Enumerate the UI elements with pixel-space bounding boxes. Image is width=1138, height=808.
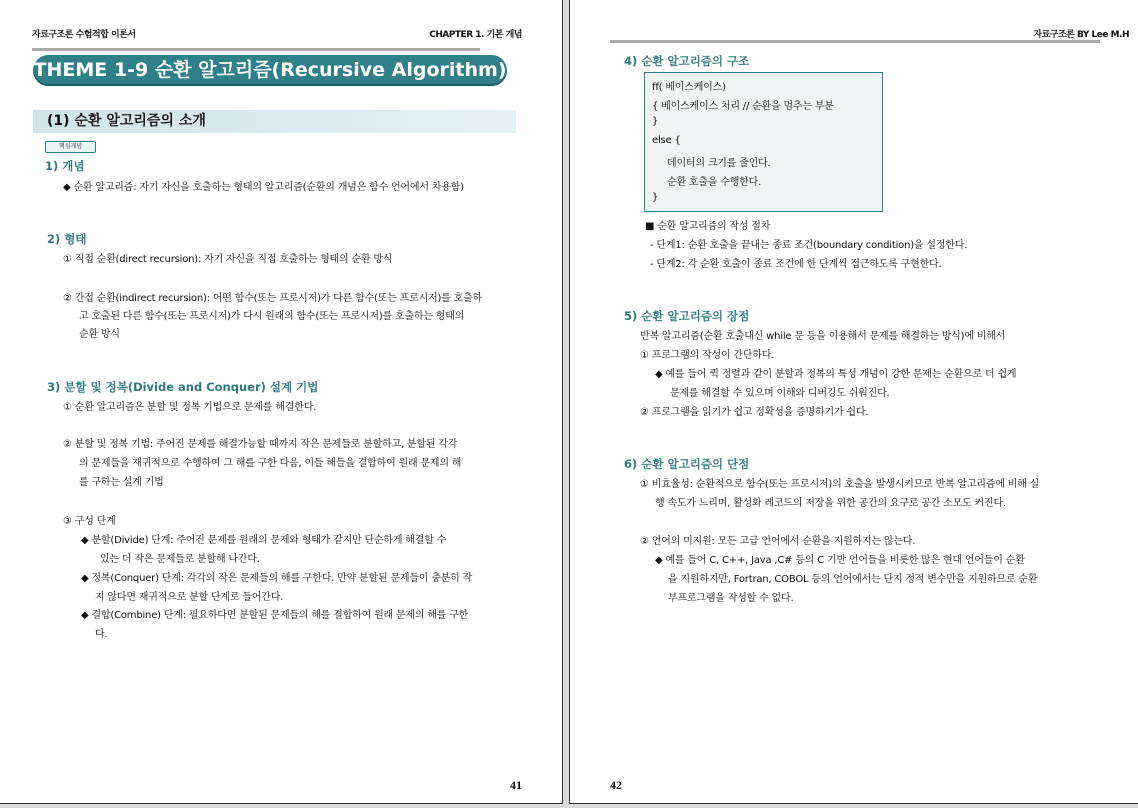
code-line: 데이터의 크기를 줄인다. (667, 158, 771, 169)
heading-concept: 1) 개념 (45, 159, 85, 173)
text-line: 을 지원하지만, Fortran, COBOL 등의 언어에서는 단지 정적 변수만을 지원하므로 순환 (668, 574, 1038, 585)
page-number: 41 (510, 778, 522, 792)
heading-structure: 4) 순환 알고리즘의 구조 (624, 54, 750, 68)
text-line: ◆ 예를 들어 C, C++, Java ,C# 등의 C 기반 언어들을 비롯한 많은 현대 언어들이 순환 (655, 555, 1025, 566)
text-line: ② 간접 순환(indirect recursion): 어떤 함수(또는 프로시저)가 다른 함수(또는 프로시저)를 호출하 (63, 293, 483, 304)
text-line: 행 속도가 느리며, 활성화 레코드의 저장을 위한 공간의 요구로 공간 소모도 커진다. (655, 498, 1006, 509)
theme-title: THEME 1-9 순환 알고리즘(Recursive Algorithm) (33, 55, 507, 86)
code-line: 순환 호출을 수행한다. (667, 177, 762, 188)
running-header-author: 자료구조론 BY Lee M.H (1033, 30, 1129, 40)
code-line: } (652, 116, 659, 127)
heading-forms: 2) 형태 (47, 232, 87, 246)
page-number: 42 (610, 778, 622, 792)
running-header-left: 자료구조론 수험적합 이론서 (32, 30, 136, 40)
text-line: 다. (95, 629, 108, 640)
text-line: ■ 순환 알고리즘의 작성 절차 (645, 221, 771, 232)
text-line: ◆ 결합(Combine) 단계: 필요하다면 분할된 문제들의 해를 결합하여 원래 문제의 해를 구한 (81, 610, 469, 621)
text-line: ① 프로그램의 작성이 간단하다. (640, 350, 775, 361)
page-41 (0, 0, 563, 804)
text-line: ① 순환 알고리즘은 분할 및 정복 기법으로 문제를 해결한다. (63, 402, 317, 413)
text-line: ◆ 예를 들어 퀵 정렬과 같이 분할과 정복의 특성 개념이 강한 문제는 순환으로 더 쉽게 (655, 369, 1017, 380)
text-line: ② 프로그램을 읽기가 쉽고 정확성을 증명하기가 쉽다. (640, 407, 869, 418)
text-line: ③ 구성 단계 (63, 516, 116, 527)
heading-divide-conquer: 3) 분할 및 정복(Divide and Conquer) 설계 기법 (47, 380, 319, 394)
text-line: 의 문제들을 재귀적으로 수행하여 그 해를 구한 다음, 이들 해들을 결합하여 원래 문제의 해 (79, 458, 462, 469)
text-line: 문제를 해결할 수 있으며 이해와 디버깅도 쉬워진다. (670, 388, 890, 399)
text-line: ◆ 분할(Divide) 단계: 주어진 문제를 원래의 문제와 형태가 같지만 단순하게 해결할 수 (81, 535, 447, 546)
text-line: 를 구하는 설계 기법 (79, 477, 164, 488)
heading-advantages: 5) 순환 알고리즘의 장점 (624, 309, 750, 323)
section-title: (1) 순환 알고리즘의 소개 (33, 110, 516, 133)
key-concept-tag: 핵심개념 (45, 141, 96, 153)
text-line: - 단계1: 순환 호출을 끝내는 종료 조건(boundary condition)을 설정한다. (650, 240, 968, 251)
text-line: ◆ 순환 알고리즘: 자기 자신을 호출하는 형태의 알고리즘(순환의 개념은 함수 언어에서 차용함) (63, 182, 464, 193)
header-rule (610, 40, 1100, 43)
text-line: 지 않다면 재귀적으로 분할 단계로 들어간다. (95, 592, 284, 603)
text-line: 부프로그램을 작성할 수 없다. (668, 593, 794, 604)
heading-disadvantages: 6) 순환 알고리즘의 단점 (624, 457, 750, 471)
running-header-chapter: CHAPTER 1. 기본 개념 (429, 30, 522, 40)
code-line: } (652, 192, 659, 203)
text-line: ① 비효율성: 순환적으로 함수(또는 프로시저)의 호출을 발생시키므로 반복 알고리즘에 비해 실 (640, 479, 1040, 490)
text-line: 있는 더 작은 문제들로 분할해 나간다. (100, 554, 260, 565)
text-line: ◆ 정복(Conquer) 단계: 각각의 작은 문제들의 해를 구한다. 만약 분할된 문제들이 충분히 작 (81, 573, 473, 584)
code-line: { 베이스케이스 처리 // 순환을 멈추는 부분 (652, 101, 834, 112)
code-line: ff( 베이스케이스) (652, 82, 726, 93)
code-line: else { (652, 135, 681, 146)
text-line: 순환 방식 (79, 329, 120, 340)
text-line: ② 언어의 미지원: 모든 고급 언어에서 순환을 지원하지는 않는다. (640, 536, 916, 547)
text-line: 고 호출된 다른 함수(또는 프로시저)가 다시 원래의 함수(또는 프로시저)를 호출하는 형태의 (79, 311, 465, 322)
text-line: ① 직접 순환(direct recursion): 자기 자신을 직접 호출하는 형태의 순환 방식 (63, 254, 393, 265)
text-line: - 단계2: 각 순환 호출이 종료 조건에 한 단계씩 접근하도록 구현한다. (650, 259, 942, 270)
text-line: 반복 알고리즘(순환 호출대신 while 문 등을 이용해서 문제를 해결하는 방식)에 비해서 (640, 331, 1006, 342)
header-rule (32, 48, 480, 51)
text-line: ② 분할 및 정복 기법: 주어진 문제를 해결가능할 때까지 작은 문제들로 분할하고, 분할된 각각 (63, 439, 458, 450)
